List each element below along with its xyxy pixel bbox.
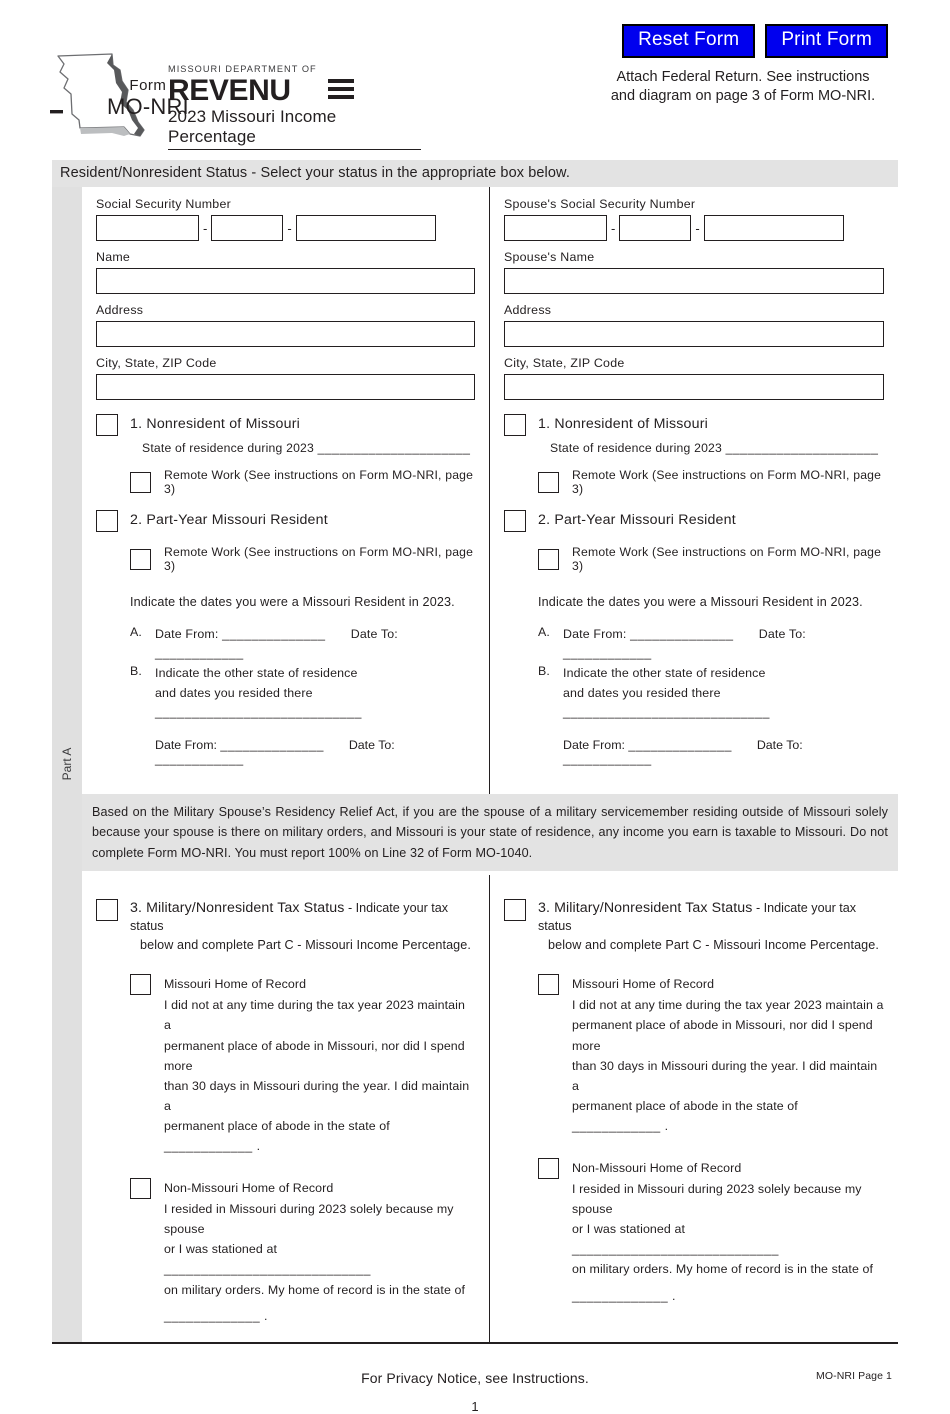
page-footer [52, 1344, 898, 1414]
spouse-item-b-marker: B. [538, 664, 551, 679]
taxpayer-a-date-to-blank[interactable]: ____________ [155, 646, 244, 661]
taxpayer-non-mo-home-of-record-checkbox[interactable] [130, 1178, 151, 1199]
taxpayer-non-mo-home-of-record-body [164, 1178, 475, 1326]
spouse-mo-record-state-blank[interactable]: ____________ . [572, 1118, 669, 1133]
spouse-b-date-from-blank[interactable]: ______________ [628, 738, 732, 753]
taxpayer-address-input[interactable] [96, 321, 475, 347]
taxpayer-b-line2-wrap [155, 684, 475, 722]
taxpayer-non-mo-line2-wrap [164, 1239, 475, 1279]
spouse-non-mo-home-of-record-checkbox[interactable] [538, 1158, 559, 1179]
spouse-remote-work-2-row [538, 545, 884, 573]
spouse-ssn-part3-input[interactable] [704, 215, 844, 241]
part-a-section-header: Resident/Nonresident Status - Select your status in the appropriate box below. [52, 160, 898, 187]
taxpayer-mo-record-line1: I did not at any time during the tax year 2023 maintain a [164, 998, 465, 1033]
ssn-dash-1: - [203, 220, 208, 236]
part-a-rail-label: Part A [60, 748, 74, 781]
taxpayer-non-mo-line1: I resided in Missouri during 2023 solely because my spouse [164, 1202, 454, 1237]
spouse-option-1-row [504, 414, 884, 436]
form-page-label: MO-NRI Page 1 [816, 1369, 892, 1382]
part-a-rail [52, 187, 82, 1342]
taxpayer-non-mo-station-blank[interactable]: ____________________________ [164, 1262, 371, 1277]
taxpayer-ssn-label: Social Security Number [96, 197, 231, 211]
taxpayer-option-3-text [130, 899, 475, 952]
spouse-item-a-body [563, 625, 884, 663]
military-status-row [82, 871, 898, 1342]
taxpayer-non-mo-state-blank-wrap [164, 1306, 475, 1326]
taxpayer-partyear-checkbox[interactable] [96, 510, 118, 532]
taxpayer-remote-work-1-label: Remote Work (See instructions on Form MO-NRI, page 3) [164, 468, 474, 496]
taxpayer-state-of-residence-label: State of residence during 2023 [142, 441, 315, 455]
taxpayer-military-status-checkbox[interactable] [96, 899, 118, 921]
part-a-container [52, 187, 898, 1344]
taxpayer-remote-work-2-checkbox[interactable] [130, 549, 151, 570]
spouse-mo-record-line4: permanent place of abode in the state of [572, 1098, 798, 1113]
spouse-state-of-residence-label: State of residence during 2023 [550, 441, 723, 455]
taxpayer-non-mo-line3: on military orders. My home of record is in the state of [164, 1282, 466, 1297]
spouse-item-b-row [538, 664, 884, 722]
spouse-b-line2-wrap [563, 684, 884, 722]
taxpayer-column [82, 187, 490, 794]
spouse-non-mo-line2: or I was stationed at [572, 1222, 685, 1237]
taxpayer-city-label: City, State, ZIP Code [96, 356, 217, 370]
agency-logo-block [50, 48, 450, 148]
spouse-state-of-residence-line [550, 441, 884, 455]
spouse-state-of-residence-blank[interactable]: _____________________ [725, 441, 879, 455]
form-number-label: MO-NRI [107, 93, 189, 119]
spouse-b-date-from-label: Date From: [563, 738, 625, 753]
taxpayer-item-b-body [155, 664, 475, 722]
taxpayer-option-1-row [96, 414, 475, 436]
taxpayer-mo-record-line4: permanent place of abode in the state of [164, 1118, 390, 1133]
spouse-item-a-row [538, 625, 884, 663]
spouse-option-3-title: 3. Military/Nonresident Tax Status [538, 900, 753, 917]
taxpayer-option-3-title-rest: - Indicate your tax status [130, 901, 449, 934]
spouse-mo-record-line1: I did not at any time during the tax year 2023 maintain a [572, 998, 884, 1013]
taxpayer-non-mo-state-blank[interactable]: _____________ . [164, 1308, 268, 1323]
taxpayer-state-of-residence-blank[interactable]: _____________________ [317, 441, 471, 455]
spouse-indicate-dates-text: Indicate the dates you were a Missouri Resident in 2023. [538, 595, 863, 609]
taxpayer-state-of-residence-line [142, 441, 475, 455]
taxpayer-mo-home-of-record-row [130, 974, 475, 1156]
taxpayer-option-2-row [96, 510, 475, 532]
spouse-mo-record-line3: than 30 days in Missouri during the year. I did maintain a [572, 1058, 878, 1093]
spouse-option-2-title: 2. Part-Year Missouri Resident [538, 512, 736, 528]
spouse-ssn-dash-2: - [695, 220, 700, 236]
taxpayer-option-3-title: 3. Military/Nonresident Tax Status [130, 900, 345, 917]
taxpayer-option-1-title: 1. Nonresident of Missouri [130, 416, 301, 432]
taxpayer-non-mo-title: Non-Missouri Home of Record [164, 1181, 334, 1196]
spouse-name-label: Spouse's Name [504, 250, 595, 264]
spouse-non-mo-title: Non-Missouri Home of Record [572, 1161, 742, 1176]
taxpayer-a-date-from-label: Date From: [155, 627, 219, 641]
spouse-city-input[interactable] [504, 374, 884, 400]
spouse-option-3-text [538, 899, 884, 952]
taxpayer-remote-work-1-row [130, 468, 475, 496]
form-body [52, 160, 898, 1344]
department-of-revenue-block [168, 64, 438, 150]
spouse-item-a-marker: A. [538, 625, 551, 639]
taxpayer-b-line1: Indicate the other state of residence [155, 666, 358, 681]
taxpayer-mo-record-line4-wrap [164, 1116, 475, 1156]
revenue-wordmark-icon [168, 75, 378, 106]
spouse-non-mo-state-blank[interactable]: _____________ . [572, 1288, 676, 1303]
spouse-address-label: Address [504, 303, 552, 317]
spouse-address-input[interactable] [504, 321, 884, 347]
taxpayer-name-input[interactable] [96, 268, 475, 294]
spouse-mo-record-line4-wrap [572, 1096, 884, 1136]
page-number: 1 [471, 1398, 479, 1414]
form-title: 2023 Missouri Income Percentage [168, 107, 421, 150]
spouse-name-input[interactable] [504, 268, 884, 294]
taxpayer-option-2-title: 2. Part-Year Missouri Resident [130, 512, 328, 528]
taxpayer-indicate-dates-text: Indicate the dates you were a Missouri Resident in 2023. [130, 595, 455, 609]
taxpayer-nonresident-checkbox[interactable] [96, 414, 118, 436]
spouse-non-mo-line3: on military orders. My home of record is in the state of [572, 1262, 874, 1277]
taxpayer-mo-home-of-record-title: Missouri Home of Record [164, 977, 307, 992]
spouse-mo-home-of-record-row [538, 974, 884, 1136]
spouse-ssn-part1-input[interactable] [504, 215, 607, 241]
spouse-option-1-title: 1. Nonresident of Missouri [538, 416, 709, 432]
attach-note-line-1: Attach Federal Return. See instructions [616, 69, 870, 85]
spouse-a-date-from-blank[interactable]: ______________ [630, 627, 734, 641]
taxpayer-item-b-marker: B. [130, 664, 143, 679]
taxpayer-mo-home-of-record-checkbox[interactable] [130, 974, 151, 995]
taxpayer-b-date-to-label: Date To: [348, 738, 395, 753]
taxpayer-item-b-row [130, 664, 475, 722]
spouse-option-3-title-rest: - Indicate your tax status [538, 901, 857, 934]
svg-text:REVENU: REVENU [168, 75, 291, 106]
spouse-non-mo-line2-wrap [572, 1219, 884, 1259]
taxpayer-item-a-marker: A. [130, 625, 143, 639]
spouse-military-status-checkbox[interactable] [504, 899, 526, 921]
spouse-b-dates-row [563, 738, 884, 766]
taxpayer-mo-record-line3: than 30 days in Missouri during the year. I did maintain a [164, 1078, 470, 1113]
dept-small-label: MISSOURI DEPARTMENT OF [168, 64, 317, 74]
spouse-city-label: City, State, ZIP Code [504, 356, 625, 370]
page-header [0, 0, 950, 160]
form-word-label: Form [129, 77, 167, 94]
taxpayer-b-state-blank[interactable]: ____________________________ [155, 704, 362, 719]
spouse-option-3-title-line [538, 899, 884, 935]
taxpayer-ssn-part2-input[interactable] [211, 215, 283, 241]
taxpayer-remote-work-2-label: Remote Work (See instructions on Form MO-NRI, page 3) [164, 545, 474, 573]
taxpayer-ssn-part3-input[interactable] [296, 215, 436, 241]
taxpayer-b-date-from-blank[interactable]: ______________ [220, 738, 324, 753]
print-form-button[interactable]: Print Form [765, 24, 888, 58]
taxpayer-remote-work-1-checkbox[interactable] [130, 472, 151, 493]
taxpayer-mo-record-line2: permanent place of abode in Missouri, nor did I spend more [164, 1038, 465, 1073]
ssn-dash-2: - [287, 220, 292, 236]
taxpayer-name-label: Name [96, 250, 131, 264]
spouse-ssn-part2-input[interactable] [619, 215, 691, 241]
spouse-column [490, 187, 898, 794]
spouse-a-date-to-label: Date To: [758, 627, 806, 641]
spouse-ssn-row [504, 215, 884, 241]
taxpayer-city-input[interactable] [96, 374, 475, 400]
taxpayer-option-3-title-line [130, 899, 475, 935]
taxpayer-remote-work-2-row [130, 545, 475, 573]
spouse-remote-work-1-checkbox[interactable] [538, 472, 559, 493]
spouse-mo-home-of-record-checkbox[interactable] [538, 974, 559, 995]
taxpayer-address-label: Address [96, 303, 144, 317]
attach-note-line-2: and diagram on page 3 of Form MO-NRI. [610, 88, 876, 105]
spouse-partyear-checkbox[interactable] [504, 510, 526, 532]
taxpayer-a-date-from-blank[interactable]: ______________ [222, 627, 326, 641]
attach-federal-return-note [598, 68, 888, 107]
taxpayer-non-mo-home-of-record-row [130, 1178, 475, 1326]
privacy-notice-text: For Privacy Notice, see Instructions. [361, 1369, 589, 1386]
taxpayer-ssn-row [96, 215, 475, 241]
taxpayer-b-date-from-label: Date From: [155, 738, 217, 753]
spouse-non-mo-home-of-record-row [538, 1158, 884, 1306]
taxpayer-a-date-to-label: Date To: [350, 627, 398, 641]
spouse-remote-work-1-label: Remote Work (See instructions on Form MO-NRI, page 3) [572, 468, 882, 496]
spouse-option-3-line2: below and complete Part C - Missouri Income Percentage. [548, 938, 879, 953]
taxpayer-non-mo-line2: or I was stationed at [164, 1242, 277, 1257]
spouse-a-date-to-blank[interactable]: ____________ [563, 646, 652, 661]
spouse-b-line1: Indicate the other state of residence [563, 666, 766, 681]
taxpayer-mo-record-state-blank[interactable]: ____________ . [164, 1139, 261, 1154]
taxpayer-item-a-body [155, 625, 475, 663]
spouse-option-3-row [504, 899, 884, 952]
spouse-item-b-body [563, 664, 884, 722]
form-action-buttons [622, 24, 888, 58]
spouse-non-mo-station-blank[interactable]: ____________________________ [572, 1242, 779, 1257]
spouse-mo-home-of-record-title: Missouri Home of Record [572, 977, 715, 992]
spouse-non-mo-home-of-record-body [572, 1158, 884, 1306]
spouse-ssn-dash-1: - [611, 220, 616, 236]
spouse-non-mo-line1: I resided in Missouri during 2023 solely because my spouse [572, 1182, 862, 1217]
taxpayer-option-3-row [96, 899, 475, 952]
taxpayer-mo-home-of-record-body [164, 974, 475, 1156]
spouse-remote-work-2-label: Remote Work (See instructions on Form MO-NRI, page 3) [572, 545, 882, 573]
missouri-state-outline-icon [50, 48, 180, 148]
spouse-non-mo-state-blank-wrap [572, 1286, 884, 1306]
spouse-nonresident-checkbox[interactable] [504, 414, 526, 436]
taxpayer-b-line2: and dates you resided there [155, 685, 313, 700]
taxpayer-option-3-line2: below and complete Part C - Missouri Income Percentage. [140, 938, 471, 953]
taxpayer-military-column [82, 875, 490, 1342]
spouse-b-date-to-blank[interactable]: ____________ [563, 752, 652, 767]
spouse-remote-work-2-checkbox[interactable] [538, 549, 559, 570]
reset-form-button[interactable]: Reset Form [622, 24, 755, 58]
taxpayer-b-dates-row [155, 738, 475, 766]
spouse-mo-home-of-record-body [572, 974, 884, 1136]
military-spouse-relief-note: Based on the Military Spouse’s Residency Relief Act, if you are the spouse of a military servicemember residing outside of Missouri solely because your spouse is there on military orders, and Missouri is your state of residence, any income you earn is taxable to Missouri. Do not complete Form MO-NRI. You must report 100% on Line 32 of Form MO-1040. [82, 794, 898, 871]
spouse-remote-work-1-row [538, 468, 884, 496]
taxpayer-b-date-to-blank[interactable]: ____________ [155, 752, 244, 767]
spouse-a-date-from-label: Date From: [563, 627, 627, 641]
taxpayer-ssn-part1-input[interactable] [96, 215, 199, 241]
spouse-b-date-to-label: Date To: [756, 738, 803, 753]
spouse-ssn-label: Spouse's Social Security Number [504, 197, 696, 211]
spouse-option-2-row [504, 510, 884, 532]
spouse-mo-record-line2: permanent place of abode in Missouri, nor did I spend more [572, 1018, 873, 1053]
taxpayer-item-a-row [130, 625, 475, 663]
identity-fields-row [82, 187, 898, 794]
spouse-b-line2: and dates you resided there [563, 685, 721, 700]
spouse-military-column [490, 875, 898, 1342]
part-a-content [82, 187, 898, 1342]
spouse-b-state-blank[interactable]: ____________________________ [563, 704, 770, 719]
